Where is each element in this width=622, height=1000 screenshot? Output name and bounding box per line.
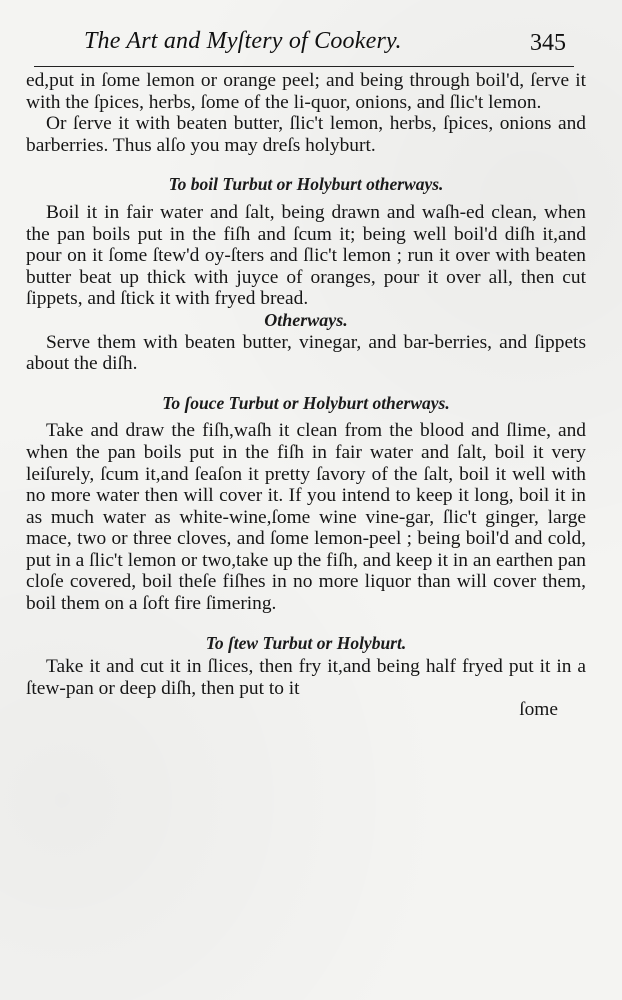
paragraph-continuation: ed,put in ſome lemon or orange peel; and being through boil'd, ſerve it with the ſpices, herbs, ſome of the li-quor, onions, and ſlic't lemon.	[26, 70, 586, 113]
heading-boil-turbut: To boil Turbut or Holyburt otherways.	[168, 174, 444, 195]
header-rule	[34, 66, 574, 67]
catchword: ſome	[519, 699, 558, 721]
page-body	[26, 70, 586, 721]
paragraph-boil-turbut: Boil it in fair water and ſalt, being drawn and waſh-ed clean, when the pan boils put in the fiſh and ſcum it; being well boil'd diſh it,and pour on it ſome ſtew'd oy-ſters and ſlic't lemon ; run it over with beaten butter beat up thick with juyce of oranges, pour it over all, then cut ſippets, and ſtick it with fryed bread.	[26, 201, 586, 310]
paragraph-souce-turbut: Take and draw the fiſh,waſh it clean from the blood and ſlime, and when the pan boils put in the fiſh in fair water and ſalt, boil it very leiſurely, ſcum it,and ſeaſon it pretty ſavory of the ſalt, boil it well with no more water then will cover it. If you intend to keep it long, boil it in as much water as white-wine,ſome wine vine-gar, ſlic't ginger, large mace, two or three cloves, and ſome lemon-peel ; being boil'd and cold, put in a ſlic't lemon or two,take up the fiſh, and keep it in an earthen pan cloſe covered, boil theſe fiſhes in no more liquor than will cover them, boil them on a ſoft fire ſimering.	[26, 420, 586, 615]
page-header	[34, 22, 574, 68]
heading-stew-turbut: To ſtew Turbut or Holyburt.	[205, 632, 407, 653]
running-title: The Art and Myſtery of Cookery.	[84, 28, 402, 54]
page-number: 345	[530, 30, 566, 56]
subheading-otherways: Otherways.	[264, 309, 348, 330]
paragraph-stew-turbut: Take it and cut it in ſlices, then fry it,and being half fryed put it in a ſtew-pan or deep diſh, then put to it	[26, 656, 586, 699]
heading-souce-turbut: To ſouce Turbut or Holyburt otherways.	[162, 392, 450, 413]
paragraph-serve-butter: Or ſerve it with beaten butter, ſlic't lemon, herbs, ſpices, onions and barberries. Thus alſo you may dreſs holyburt.	[26, 113, 586, 156]
paragraph-otherways: Serve them with beaten butter, vinegar, and bar-berries, and ſippets about the diſh.	[26, 331, 586, 375]
